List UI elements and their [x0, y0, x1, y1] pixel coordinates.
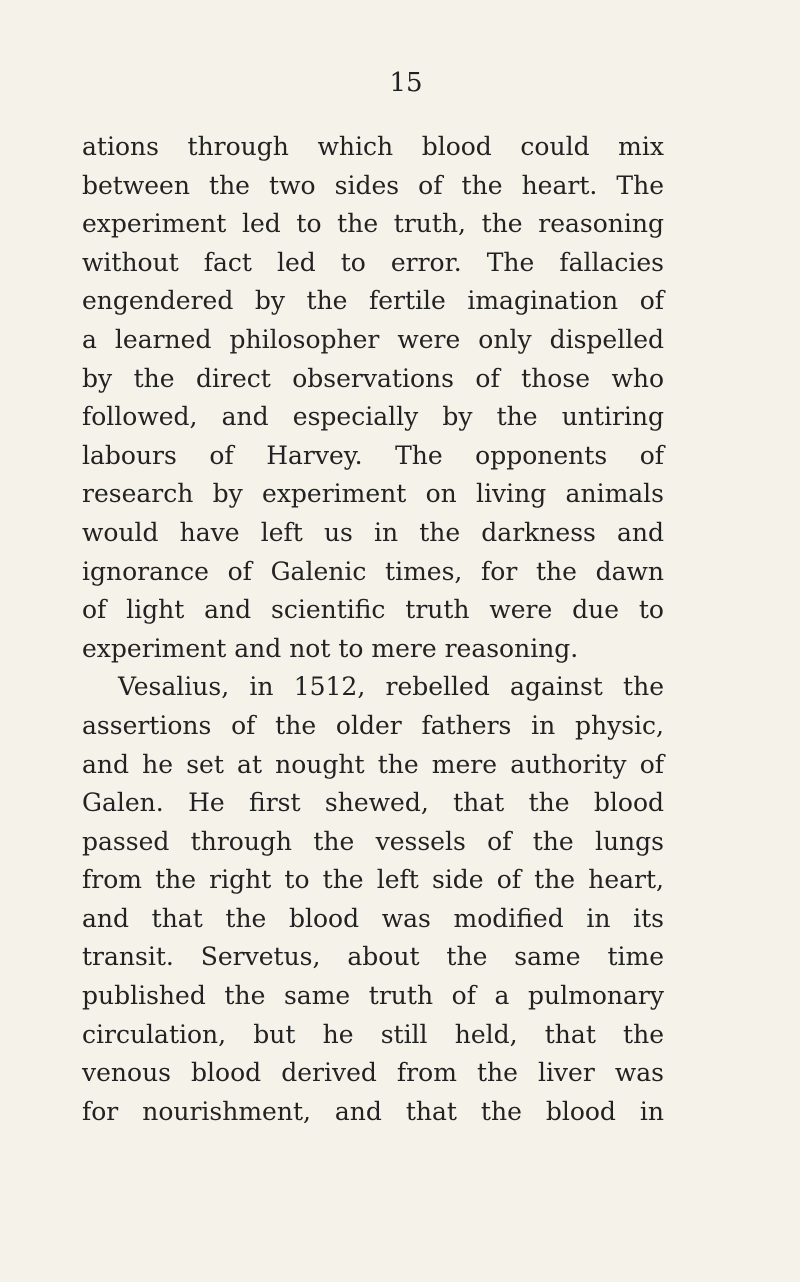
text-line: passed through the vessels of the lungs	[82, 826, 664, 856]
text-line: followed, and especially by the untiring	[82, 402, 664, 432]
text-line: Galen. He first shewed, that the blood	[82, 788, 664, 818]
text-line: labours of Harvey. The opponents of	[82, 440, 664, 470]
text-line: and that the blood was modified in its	[82, 903, 664, 933]
text-line: without fact led to error. The fallacies	[82, 247, 664, 277]
text-line: and he set at nought the mere authority of	[82, 749, 664, 779]
text-line: circulation, but he still held, that the	[82, 1019, 664, 1049]
text-line: Vesalius, in 1512, rebelled against the	[118, 672, 664, 702]
body-text	[82, 128, 664, 1131]
text-line: assertions of the older fathers in physic,	[82, 710, 664, 740]
text-line: ations through which blood could mix	[82, 132, 664, 161]
text-line: a learned philosopher were only dispelled	[82, 324, 664, 354]
text-line: ignorance of Galenic times, for the dawn	[82, 556, 664, 586]
text-line: for nourishment, and that the blood in	[82, 1096, 664, 1126]
text-line: by the direct observations of those who	[82, 363, 664, 393]
text-line: between the two sides of the heart. The	[82, 170, 664, 200]
text-line: from the right to the left side of the heart,	[82, 865, 664, 895]
text-line: venous blood derived from the liver was	[82, 1058, 664, 1088]
text-line: engendered by the fertile imagination of	[82, 286, 664, 316]
text-line: of light and scientific truth were due to	[82, 595, 664, 625]
text-line: experiment and not to mere reasoning.	[82, 633, 579, 663]
text-line: experiment led to the truth, the reasoning	[82, 209, 664, 239]
text-line: research by experiment on living animals	[82, 479, 664, 509]
text-line: would have left us in the darkness and	[82, 517, 664, 547]
text-line: transit. Servetus, about the same time	[82, 942, 664, 972]
page-number: 15	[389, 68, 423, 98]
text-line: published the same truth of a pulmonary	[82, 981, 664, 1011]
